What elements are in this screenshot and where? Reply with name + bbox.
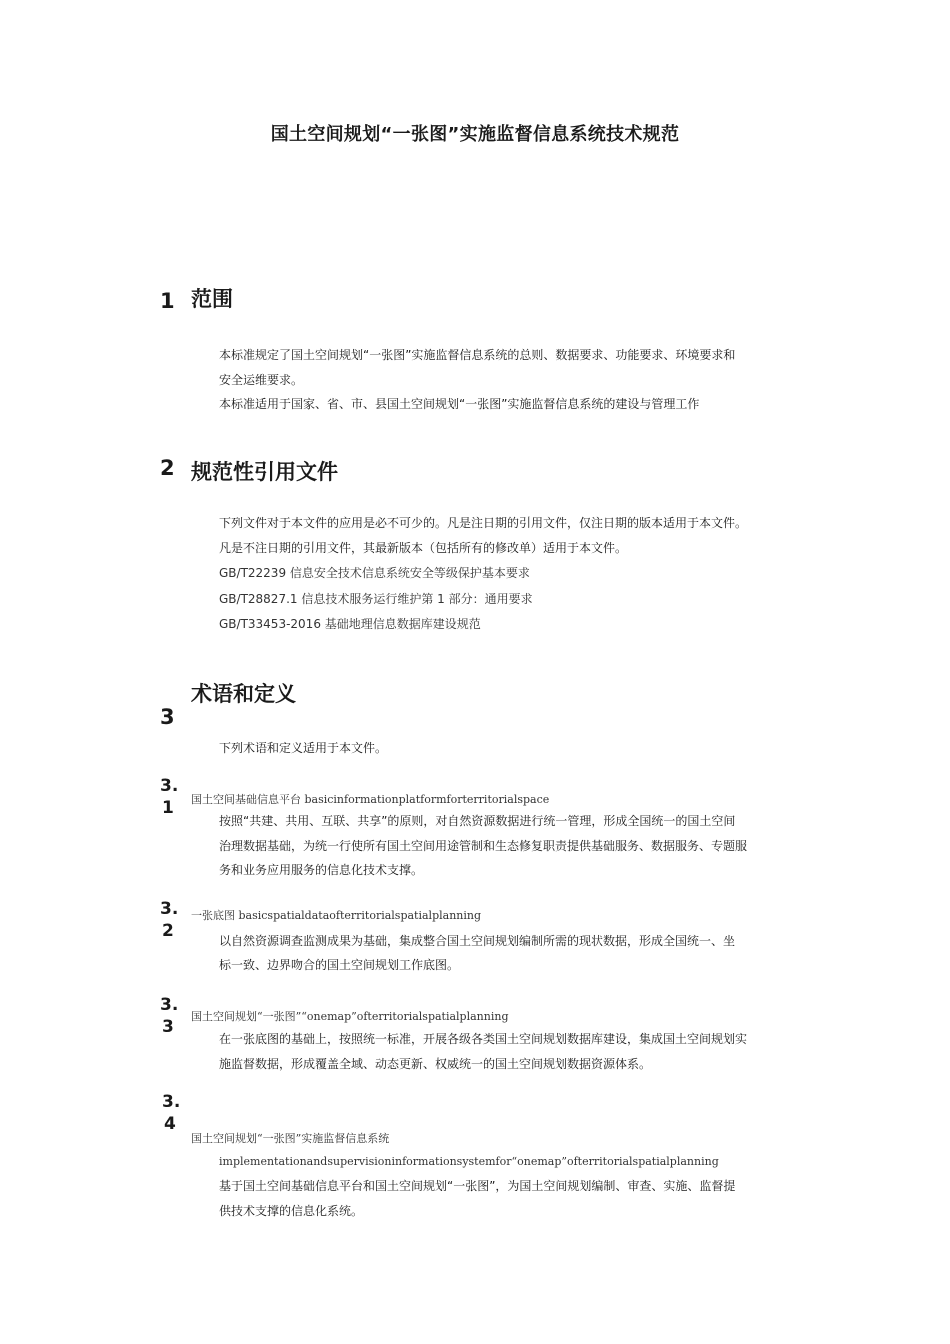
- term-3-2-name: 一张底图 basicspatialdataofterritorialspatialplanning: [191, 909, 482, 922]
- section-3-paragraph: 下列术语和定义适用于本文件。: [219, 741, 388, 755]
- section-1-number: 1: [160, 289, 175, 313]
- term-3-4-number: [162, 1091, 180, 1135]
- term-3-2-definition: 标一致、边界吻合的国土空间规划工作底图。: [219, 958, 460, 972]
- term-number-major: 3.: [162, 1092, 181, 1112]
- section-2-paragraph: 凡是不注日期的引用文件，其最新版本（包括所有的修改单）适用于本文件。: [219, 541, 628, 555]
- term-3-1-definition: 治理数据基础，为统一行使所有国土空间用途管制和生态修复职责提供基础服务、数据服务、专题服: [219, 839, 748, 853]
- term-3-2-definition: 以自然资源调查监测成果为基础，集成整合国土空间规划编制所需的现状数据，形成全国统一、坐: [219, 934, 736, 948]
- term-number-major: 3.: [160, 776, 179, 796]
- term-3-1-definition: 按照“共建、共用、互联、共享”的原则，对自然资源数据进行统一管理，形成全国统一的国土空间: [219, 814, 736, 828]
- term-3-1-name: 国土空间基础信息平台 basicinformationplatformforterritorialspace: [191, 793, 550, 806]
- section-1-title: 范围: [191, 287, 233, 311]
- section-2-title: 规范性引用文件: [191, 460, 338, 484]
- section-2-number: 2: [160, 456, 175, 480]
- term-number-minor: 4: [164, 1114, 176, 1134]
- term-3-3-name: 国土空间规划“一张图”“onemap”ofterritorialspatialplanning: [191, 1010, 509, 1023]
- term-number-minor: 1: [162, 798, 174, 818]
- term-3-3-definition: 施监督数据，形成覆盖全域、动态更新、权威统一的国土空间规划数据资源体系。: [219, 1057, 652, 1071]
- term-number-major: 3.: [160, 995, 179, 1015]
- term-3-4-name-english: implementationandsupervisioninformationsystemfor“onemap”ofterritorialspatialplanning: [219, 1155, 719, 1168]
- section-1-paragraph: 安全运维要求。: [219, 373, 304, 387]
- section-2-paragraph: 下列文件对于本文件的应用是必不可少的。凡是注日期的引用文件，仅注日期的版本适用于本文件。: [219, 516, 748, 530]
- section-1-paragraph: 本标准规定了国土空间规划“一张图”实施监督信息系统的总则、数据要求、功能要求、环境要求和: [219, 348, 736, 362]
- section-3-title: 术语和定义: [191, 682, 296, 706]
- reference-item: GB/T28827.1 信息技术服务运行维护第 1 部分：通用要求: [219, 592, 533, 606]
- term-3-2-number: [160, 898, 178, 942]
- term-number-minor: 3: [162, 1017, 174, 1037]
- reference-item: GB/T33453-2016 基础地理信息数据库建设规范: [219, 617, 481, 631]
- document-title: 国土空间规划“一张图”实施监督信息系统技术规范: [270, 124, 680, 145]
- term-number-minor: 2: [162, 921, 174, 941]
- section-3-number: 3: [160, 705, 175, 729]
- term-3-4-definition: 供技术支撑的信息化系统。: [219, 1204, 364, 1218]
- reference-item: GB/T22239 信息安全技术信息系统安全等级保护基本要求: [219, 566, 530, 580]
- term-3-3-number: [160, 994, 178, 1038]
- term-3-1-definition: 务和业务应用服务的信息化技术支撑。: [219, 863, 424, 877]
- term-3-4-name: 国土空间规划“一张图”实施监督信息系统: [191, 1132, 390, 1145]
- term-number-major: 3.: [160, 899, 179, 919]
- term-3-3-definition: 在一张底图的基础上，按照统一标准，开展各级各类国土空间规划数据库建设，集成国土空间规划实: [219, 1032, 748, 1046]
- term-3-1-number: [160, 775, 178, 819]
- section-1-paragraph: 本标准适用于国家、省、市、县国土空间规划“一张图”实施监督信息系统的建设与管理工作: [219, 397, 700, 411]
- term-3-4-definition: 基于国土空间基础信息平台和国土空间规划“一张图”，为国土空间规划编制、审查、实施、监督提: [219, 1179, 736, 1193]
